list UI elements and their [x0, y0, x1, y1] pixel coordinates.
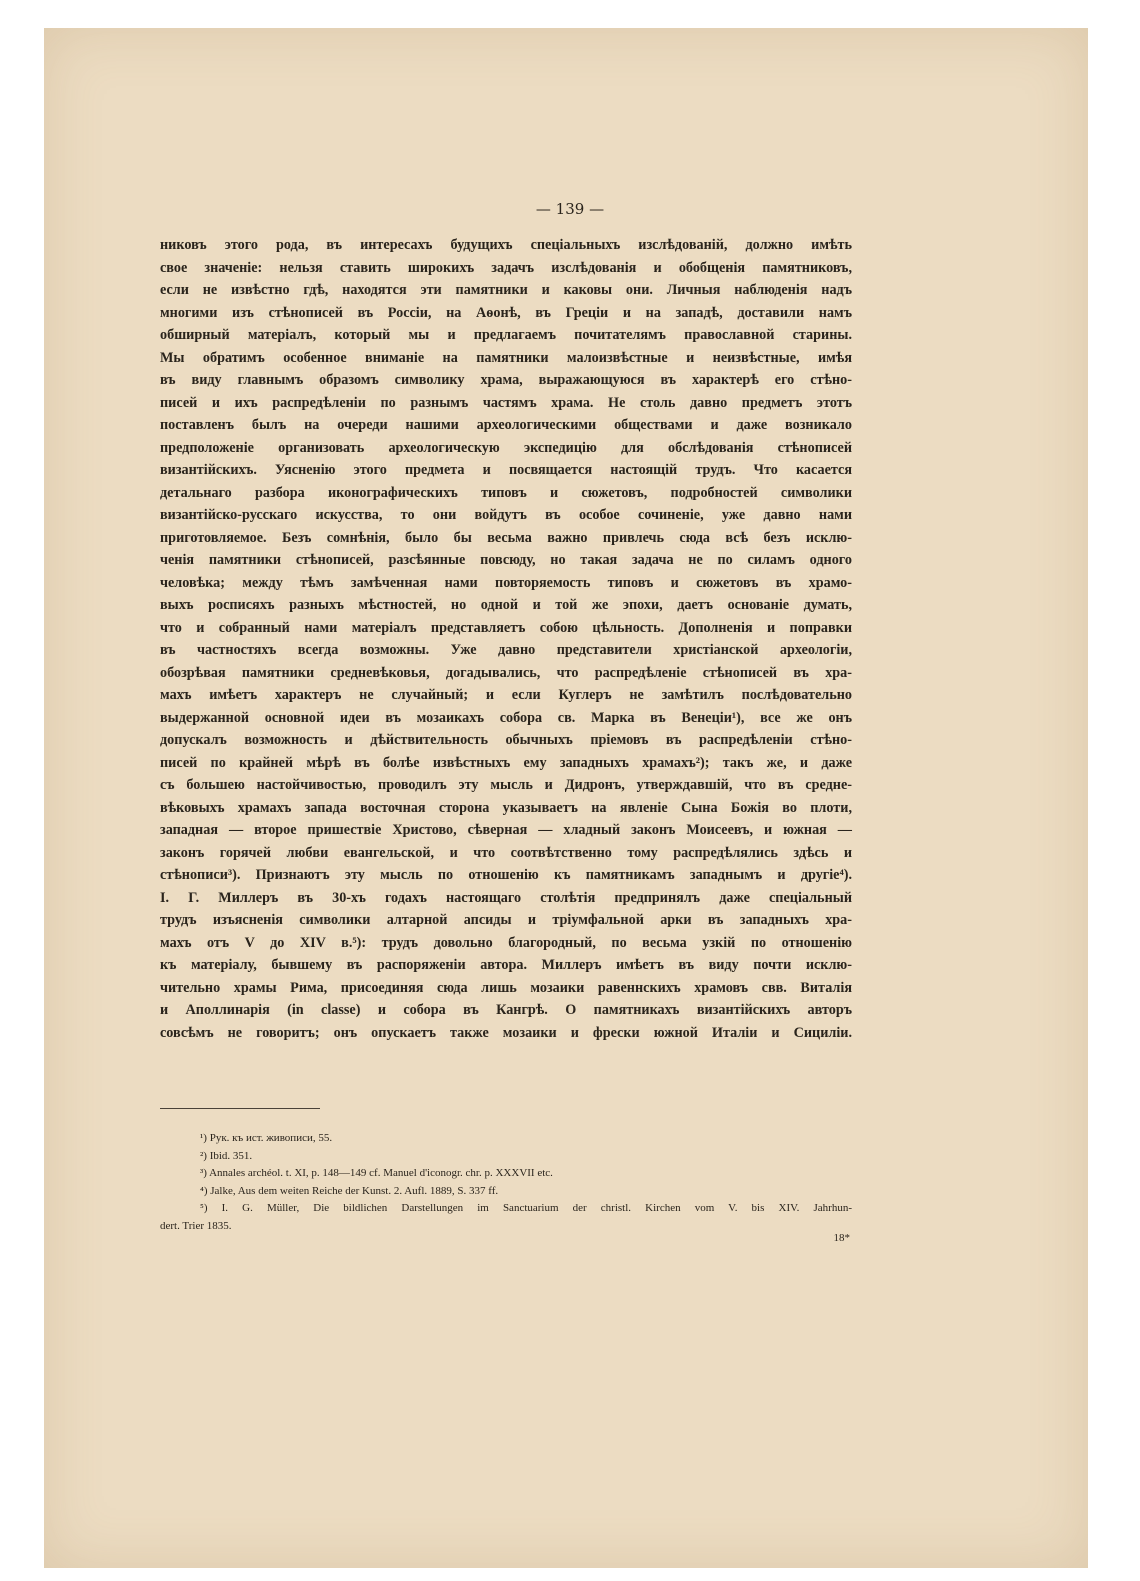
body-line: византійско-русскаго искусства, то они войдутъ въ особое сочиненіе, уже давно нами	[160, 507, 852, 523]
body-line: трудъ изъясненія символики алтарной апсиды и тріумфальной арки въ западныхъ хра-	[160, 912, 852, 928]
body-line: никовъ этого рода, въ интересахъ будущихъ спеціальныхъ изслѣдованій, должно имѣть	[160, 237, 852, 253]
signature-mark: 18*	[833, 1232, 850, 1244]
body-line: стѣнописи³). Признаютъ эту мысль по отношенію къ памятникамъ западнымъ и другіе⁴).	[160, 867, 852, 883]
body-line: приготовляемое. Безъ сомнѣнія, было бы весьма важно привлечь сюда всѣ безъ исклю-	[160, 529, 852, 546]
body-line: византійскихъ. Уясненію этого предмета и посвящается настоящій трудъ. Что касается	[160, 462, 852, 478]
footnote-continuation: dert. Trier 1835.	[160, 1219, 232, 1232]
body-line: къ матеріалу, бывшему въ распоряженіи автора. Миллеръ имѣетъ въ виду почти исклю-	[160, 957, 852, 973]
body-line: свое значеніе: нельзя ставить широкихъ задачъ изслѣдованія и обобщенія памятниковъ,	[160, 259, 852, 276]
body-line: выдержанной основной идеи въ мозаикахъ собора св. Марка въ Венеціи¹), все же онъ	[160, 709, 852, 726]
footnote: ²) Ibid. 351.	[200, 1149, 253, 1162]
body-line: предположеніе организовать археологическую экспедицію для обслѣдованія стѣнописей	[160, 439, 852, 456]
body-line: въ виду главнымъ образомъ символику храма, выражающуюся въ характерѣ его стѣно-	[160, 372, 852, 388]
body-line: писей и ихъ распредѣленіи по разнымъ частямъ храма. Не столь давно предметъ этотъ	[160, 394, 852, 411]
body-line: I. Г. Миллеръ въ 30-хъ годахъ настоящаго столѣтія предпринялъ даже спеціальный	[160, 889, 852, 906]
body-line: и Аполлинарія (in classe) и собора въ Кангрѣ. О памятникахъ византійскихъ авторъ	[160, 1002, 852, 1018]
body-line: въ частностяхъ всегда возможны. Уже давно представители христіанской археологіи,	[160, 642, 852, 658]
body-line: поставленъ былъ на очереди нашими археологическими обществами и даже возникало	[160, 417, 852, 433]
body-text	[160, 234, 852, 1044]
body-line: что и собранный нами матеріалъ представляетъ собою цѣльность. Дополненія и поправки	[160, 619, 852, 636]
body-line: обозрѣвая памятники средневѣковья, догадывались, что распредѣленіе стѣнописей въ хра-	[160, 664, 852, 681]
footnote: ¹) Рук. къ ист. живописи, 55.	[200, 1132, 333, 1144]
body-line: чительно храмы Рима, присоединяя сюда лишь мозаики равеннскихъ храмовъ свв. Виталія	[160, 979, 852, 996]
body-line: вѣковыхъ храмахъ запада восточная сторона указываетъ на явленіе Сына Божія во плоти,	[160, 799, 852, 816]
body-line: совсѣмъ не говоритъ; онъ опускаетъ также мозаики и фрески южной Италіи и Сициліи.	[160, 1024, 852, 1041]
footnote-divider	[160, 1108, 320, 1109]
body-line: детальнаго разбора иконографическихъ типовъ и сюжетовъ, подробностей символики	[160, 484, 852, 501]
body-line: западная — второе пришествіе Христово, сѣверная — хладный законъ Моисеевъ, и южная —	[160, 822, 852, 838]
body-line: законъ горячей любви евангельской, и что соотвѣтственно тому распредѣлялись здѣсь и	[160, 844, 852, 861]
footnote: ³) Annales archéol. t. XI, p. 148—149 cf. Manuel d'iconogr. chr. p. XXXVII etc.	[200, 1167, 553, 1179]
body-line: ченія памятники стѣнописей, разсѣянные повсюду, но такая задача не по силамъ одного	[160, 552, 852, 568]
page-number: — 139 —	[535, 200, 605, 218]
body-line: махъ отъ V до XIV в.⁵): трудъ довольно благородный, по весьма узкій по отношенію	[160, 934, 852, 951]
footnote: ⁴) Jalke, Aus dem weiten Reiche der Kunst. 2. Aufl. 1889, S. 337 ff.	[200, 1184, 499, 1197]
body-line: выхъ росписяхъ разныхъ мѣстностей, но одной и той же эпохи, даетъ основаніе думать,	[160, 597, 852, 613]
body-line: допускалъ возможность и дѣйствительность обычныхъ пріемовъ въ распредѣленіи стѣно-	[160, 732, 852, 748]
body-line: если не извѣстно гдѣ, находятся эти памятники и каковы они. Личныя наблюденія надъ	[160, 282, 852, 298]
body-line: обширный матеріалъ, который мы и предлагаемъ почитателямъ православной старины.	[160, 327, 852, 343]
footnote: ⁵) I. G. Müller, Die bildlichen Darstellungen im Sanctuarium der christl. Kirchen vom V. bis XIV. Jahrhun-	[200, 1202, 852, 1214]
footnotes	[160, 1130, 852, 1235]
body-line: махъ имѣетъ характеръ не случайный; и если Куглеръ не замѣтилъ послѣдовательно	[160, 687, 852, 703]
body-line: человѣка; между тѣмъ замѣченная нами повторяемость типовъ и сюжетовъ въ храмо-	[160, 574, 852, 591]
body-line: писей по крайней мѣрѣ въ болѣе извѣстныхъ ему западныхъ храмахъ²); такъ же, и даже	[160, 754, 852, 771]
body-line: многими изъ стѣнописей въ Россіи, на Аѳонѣ, въ Греціи и на западѣ, доставили намъ	[160, 304, 852, 321]
body-line: Мы обратимъ особенное вниманіе на памятники малоизвѣстные и неизвѣстные, имѣя	[160, 349, 852, 366]
body-line: съ большею настойчивостью, проводилъ эту мысль и Дидронъ, утверждавшій, что въ средне-	[160, 777, 852, 793]
